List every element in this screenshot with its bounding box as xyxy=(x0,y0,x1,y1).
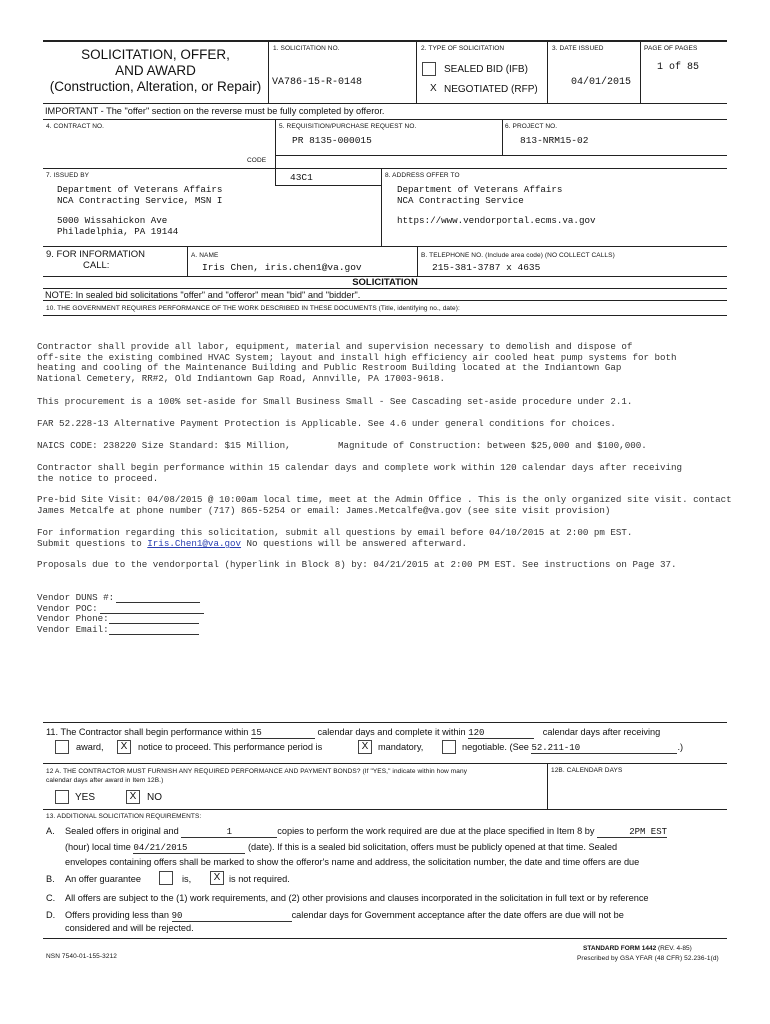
address-offer-block xyxy=(397,184,595,226)
performance-paragraph: Contractor shall begin performance within 15 calendar days and complete work within 120 calendar days after receiving the notice to proceed. xyxy=(37,462,683,484)
item-13c-letter: C. xyxy=(46,893,56,903)
top-border xyxy=(43,40,727,42)
standard-form-line xyxy=(583,945,692,952)
requisition-label: 5. REQUISITION/PURCHASE REQUEST NO. xyxy=(279,123,417,130)
issued-divider xyxy=(43,246,727,247)
item-12a-label xyxy=(46,767,467,785)
v-div-5 xyxy=(275,119,276,155)
sealed-bid-checkbox[interactable] xyxy=(422,62,436,76)
site-visit-paragraph: Pre-bid Site Visit: 04/08/2015 @ 10:00am local time, meet at the Admin Office . This is the only organized site visit. contact James Metcalfe at phone number (717) 865-5254 or email: James.Metcalfe@va.gov (see site visit provision) xyxy=(37,494,732,516)
negotiable-label: negotiable. (See xyxy=(462,742,529,752)
solicitation-heading: SOLICITATION xyxy=(352,277,418,288)
v-div-8 xyxy=(187,246,188,276)
issued-by-line-3: 5000 Wissahickon Ave xyxy=(57,215,168,226)
vendor-duns-field[interactable] xyxy=(116,593,200,603)
vendor-phone-label: Vendor Phone: xyxy=(37,613,109,624)
see-close: .) xyxy=(677,742,684,752)
telephone-label: B. TELEPHONE NO. (Include area code) (NO COLLECT CALLS) xyxy=(421,252,615,259)
vendor-portal-url[interactable]: https://www.vendorportal.ecms.va.gov xyxy=(397,215,596,226)
item-13d-line-1 xyxy=(65,910,624,922)
copies-field[interactable]: 1 xyxy=(181,827,277,838)
item-11-text-2: calendar days and complete it within xyxy=(317,727,466,737)
item-13d-text-2: calendar days for Government acceptance after the date offers are due will not be xyxy=(291,910,624,920)
submit-questions-prefix: Submit questions to xyxy=(37,538,148,549)
item-13a-line-2 xyxy=(65,842,617,854)
item-13a-text-3: (hour) local time xyxy=(65,842,131,852)
offer-guarantee-label: An offer guarantee xyxy=(65,874,141,884)
date-issued-label: 3. DATE ISSUED xyxy=(552,45,604,52)
start-days-field[interactable]: 15 xyxy=(251,728,315,739)
questions-email-link[interactable]: Iris.Chen1@va.gov xyxy=(147,538,242,549)
negotiated-label: NEGOTIATED (RFP) xyxy=(444,84,538,95)
guarantee-not-required-label: is not required. xyxy=(229,874,290,884)
item-12a-label-line-2: calendar days after award in Item 12B.) xyxy=(46,777,164,784)
item-13a-line-1 xyxy=(65,826,667,838)
item12-divider xyxy=(43,763,727,764)
type-of-solicitation-label: 2. TYPE OF SOLICITATION xyxy=(421,45,505,52)
mandatory-checkbox[interactable]: X xyxy=(358,740,372,754)
page-of-pages-value: 1 of 85 xyxy=(657,62,700,73)
v-div-7 xyxy=(381,168,382,246)
vendor-fields xyxy=(37,593,204,635)
code-value[interactable]: 43C1 xyxy=(290,172,313,183)
item-13c-text: All offers are subject to the (1) work requirements, and (2) other provisions and clauses incorporated in the solicitation in full text or by reference xyxy=(65,893,649,903)
bonds-no-label: NO xyxy=(147,792,162,803)
item-10-label: 10. THE GOVERNMENT REQUIRES PERFORMANCE OF THE WORK DESCRIBED IN THESE DOCUMENTS (Title, identifying no., date): xyxy=(46,305,460,312)
vendor-email-field[interactable] xyxy=(109,625,199,635)
item-12b-label: 12B. CALENDAR DAYS xyxy=(551,767,623,774)
item-13d-text-1: Offers providing less than xyxy=(65,910,170,920)
contact-name-label: A. NAME xyxy=(191,252,219,259)
bonds-no-checkbox[interactable]: X xyxy=(126,790,140,804)
item-13a-text-5: envelopes containing offers shall be marked to show the offeror's name and address, the solicitation number, the date and time offers are due xyxy=(65,857,640,867)
vendor-poc-label: Vendor POC: xyxy=(37,602,98,614)
item10-divider xyxy=(43,315,727,316)
item-11-text-1: 11. The Contractor shall begin performance within xyxy=(46,727,249,737)
see-clause-field[interactable]: 52.211-10 xyxy=(531,743,677,754)
vendor-phone-field[interactable] xyxy=(109,614,199,624)
important-divider xyxy=(43,119,727,120)
magnitude-of-construction: Magnitude of Construction: between $25,000 and $100,000. xyxy=(338,440,647,451)
prescribed-by: Prescribed by GSA YFAR (48 CFR) 52.236-1(d) xyxy=(577,955,719,962)
sealed-bid-label: SEALED BID (IFB) xyxy=(444,64,528,75)
date-issued-value[interactable]: 04/01/2015 xyxy=(571,77,632,88)
bonds-yes-label: YES xyxy=(75,792,96,803)
for-information-line-1: 9. FOR INFORMATION xyxy=(46,249,146,260)
bonds-yes-checkbox[interactable] xyxy=(55,790,69,804)
set-aside-paragraph: This procurement is a 100% set-aside for Small Business Small - See Cascading set-aside procedure under 2.1. xyxy=(37,396,633,407)
project-no-label: 6. PROJECT NO. xyxy=(505,123,558,130)
far-paragraph: FAR 52.228-13 Alternative Payment Protection is Applicable. See 4.6 under general conditions for choices. xyxy=(37,418,616,429)
v-div-1 xyxy=(268,40,269,103)
form-title xyxy=(43,47,268,95)
item-13b-letter: B. xyxy=(46,874,55,884)
sealed-bid-note: NOTE: In sealed bid solicitations "offer" and "offeror" mean "bid" and "bidder". xyxy=(45,290,361,300)
mandatory-label: mandatory, xyxy=(378,742,424,752)
solicitation-title-divider xyxy=(43,288,727,289)
item-11-line-1 xyxy=(46,727,660,739)
due-hour-field[interactable]: 2PM EST xyxy=(597,827,667,838)
award-label: award, xyxy=(76,742,104,752)
address-offer-label: 8. ADDRESS OFFER TO xyxy=(385,172,460,179)
item-13-label: 13. ADDITIONAL SOLICITATION REQUIREMENTS: xyxy=(46,813,202,820)
v-div-2 xyxy=(416,40,417,103)
v-div-3 xyxy=(547,40,548,103)
page-of-pages-label: PAGE OF PAGES xyxy=(644,45,698,52)
v-div-6 xyxy=(502,119,503,155)
item-13d-text-3: considered and will be rejected. xyxy=(65,923,194,933)
notice-to-proceed-checkbox[interactable]: X xyxy=(117,740,131,754)
guarantee-is-label: is, xyxy=(182,874,192,884)
code-label: CODE xyxy=(247,157,267,164)
notice-to-proceed-label: notice to proceed. This performance period is xyxy=(138,742,323,752)
item-13a-text-1: Sealed offers in original and xyxy=(65,826,179,836)
form-title-line-1: SOLICITATION, OFFER, xyxy=(81,47,230,62)
negotiable-checkbox[interactable] xyxy=(442,740,456,754)
guarantee-is-checkbox[interactable] xyxy=(159,871,173,885)
solicitation-no-value[interactable]: VA786-15-R-0148 xyxy=(272,77,363,88)
item11-divider xyxy=(43,722,727,723)
item-13a-text-4: (date). If this is a sealed bid solicitation, offers must be publicly opened at that time. Sealed xyxy=(248,842,618,852)
footer-divider xyxy=(43,938,727,939)
code-left-line xyxy=(275,155,276,185)
item-13a-text-2: copies to perform the work required are due at the place specified in Item 8 by xyxy=(277,826,595,836)
requisition-value[interactable]: PR 8135-000015 xyxy=(292,135,372,146)
scope-paragraph: Contractor shall provide all labor, equipment, material and supervision necessary to demolish and dispose of off-site the existing combined HVAC System; layout and install high efficiency air cooled heat pump systems for both heating and cooling of the Maintenance Building and Public Restroom Building located at the Indiantown Gap National Cemetery, RR#2, Old Indiantown Gap Road, Annville, PA 17003-9618. xyxy=(37,341,677,384)
acceptance-days-field[interactable]: 90 xyxy=(172,911,292,922)
issued-by-line-1: Department of Veterans Affairs xyxy=(57,184,223,195)
for-information-line-2: CALL: xyxy=(83,260,110,271)
due-date-field[interactable]: 04/21/2015 xyxy=(133,843,245,854)
item-13d-letter: D. xyxy=(46,910,56,920)
for-information-label xyxy=(46,249,145,271)
issued-by-line-2: NCA Contracting Service, MSN I xyxy=(57,195,223,206)
submit-questions-suffix: No questions will be answered afterward. xyxy=(241,538,468,549)
standard-form-name: STANDARD FORM 1442 xyxy=(583,945,657,952)
issued-by-address xyxy=(57,184,222,237)
proposal-due-paragraph: Proposals due to the vendorportal (hyperlink in Block 8) by: 04/21/2015 at 2:00 PM EST. See instructions on Page 37. xyxy=(37,559,677,570)
issued-by-line-4: Philadelphia, PA 19144 xyxy=(57,226,179,237)
solicitation-no-label: 1. SOLICITATION NO. xyxy=(273,45,340,52)
item-12a-label-line-1: 12 A. THE CONTRACTOR MUST FURNISH ANY REQUIRED PERFORMANCE AND PAYMENT BONDS? (If "YES," indicate within how many xyxy=(46,768,468,775)
project-no-value[interactable]: 813-NRM15-02 xyxy=(520,135,589,146)
form-title-line-3: (Construction, Alteration, or Repair) xyxy=(49,79,262,94)
form-title-line-2: AND AWARD xyxy=(115,63,196,78)
vendor-email-label: Vendor Email: xyxy=(37,623,109,635)
negotiated-checkbox[interactable]: X xyxy=(430,83,437,94)
standard-form-rev: (REV. 4-85) xyxy=(658,945,692,952)
nsn-number: NSN 7540-01-155-3212 xyxy=(46,953,118,960)
naics-code: NAICS CODE: 238220 Size Standard: $15 Million, xyxy=(37,440,291,451)
vendor-duns-label: Vendor DUNS #: xyxy=(37,592,115,603)
item-13a-letter: A. xyxy=(46,826,55,836)
row4-divider xyxy=(43,168,727,169)
code-top-line xyxy=(275,155,727,156)
header-divider xyxy=(43,103,727,104)
code-bottom-line xyxy=(275,185,381,186)
important-note: IMPORTANT - The "offer" section on the reverse must be fully completed by offeror. xyxy=(45,106,385,116)
issued-by-label: 7. ISSUED BY xyxy=(46,172,90,179)
contact-name-value[interactable]: Iris Chen, iris.chen1@va.gov xyxy=(202,262,362,273)
guarantee-not-required-checkbox[interactable]: X xyxy=(210,871,224,885)
submit-questions-line xyxy=(37,539,467,550)
v-div-10 xyxy=(547,763,548,809)
item-11-text-3: calendar days after receiving xyxy=(542,727,661,737)
v-div-9 xyxy=(417,246,418,276)
complete-days-field[interactable]: 120 xyxy=(468,728,534,739)
v-div-4 xyxy=(640,40,641,103)
vendor-poc-field[interactable] xyxy=(100,604,204,614)
questions-paragraph: For information regarding this solicitation, submit all questions by email before 04/10/2015 at 2:00 pm EST. xyxy=(37,527,633,538)
item13-divider xyxy=(43,809,727,810)
address-line-2: NCA Contracting Service xyxy=(397,195,524,206)
telephone-value[interactable]: 215-381-3787 x 4635 xyxy=(432,262,541,273)
address-line-1: Department of Veterans Affairs xyxy=(397,184,563,195)
award-checkbox[interactable] xyxy=(55,740,69,754)
negotiable-line xyxy=(462,742,683,754)
note-divider xyxy=(43,300,727,301)
contract-no-label: 4. CONTRACT NO. xyxy=(46,123,105,130)
